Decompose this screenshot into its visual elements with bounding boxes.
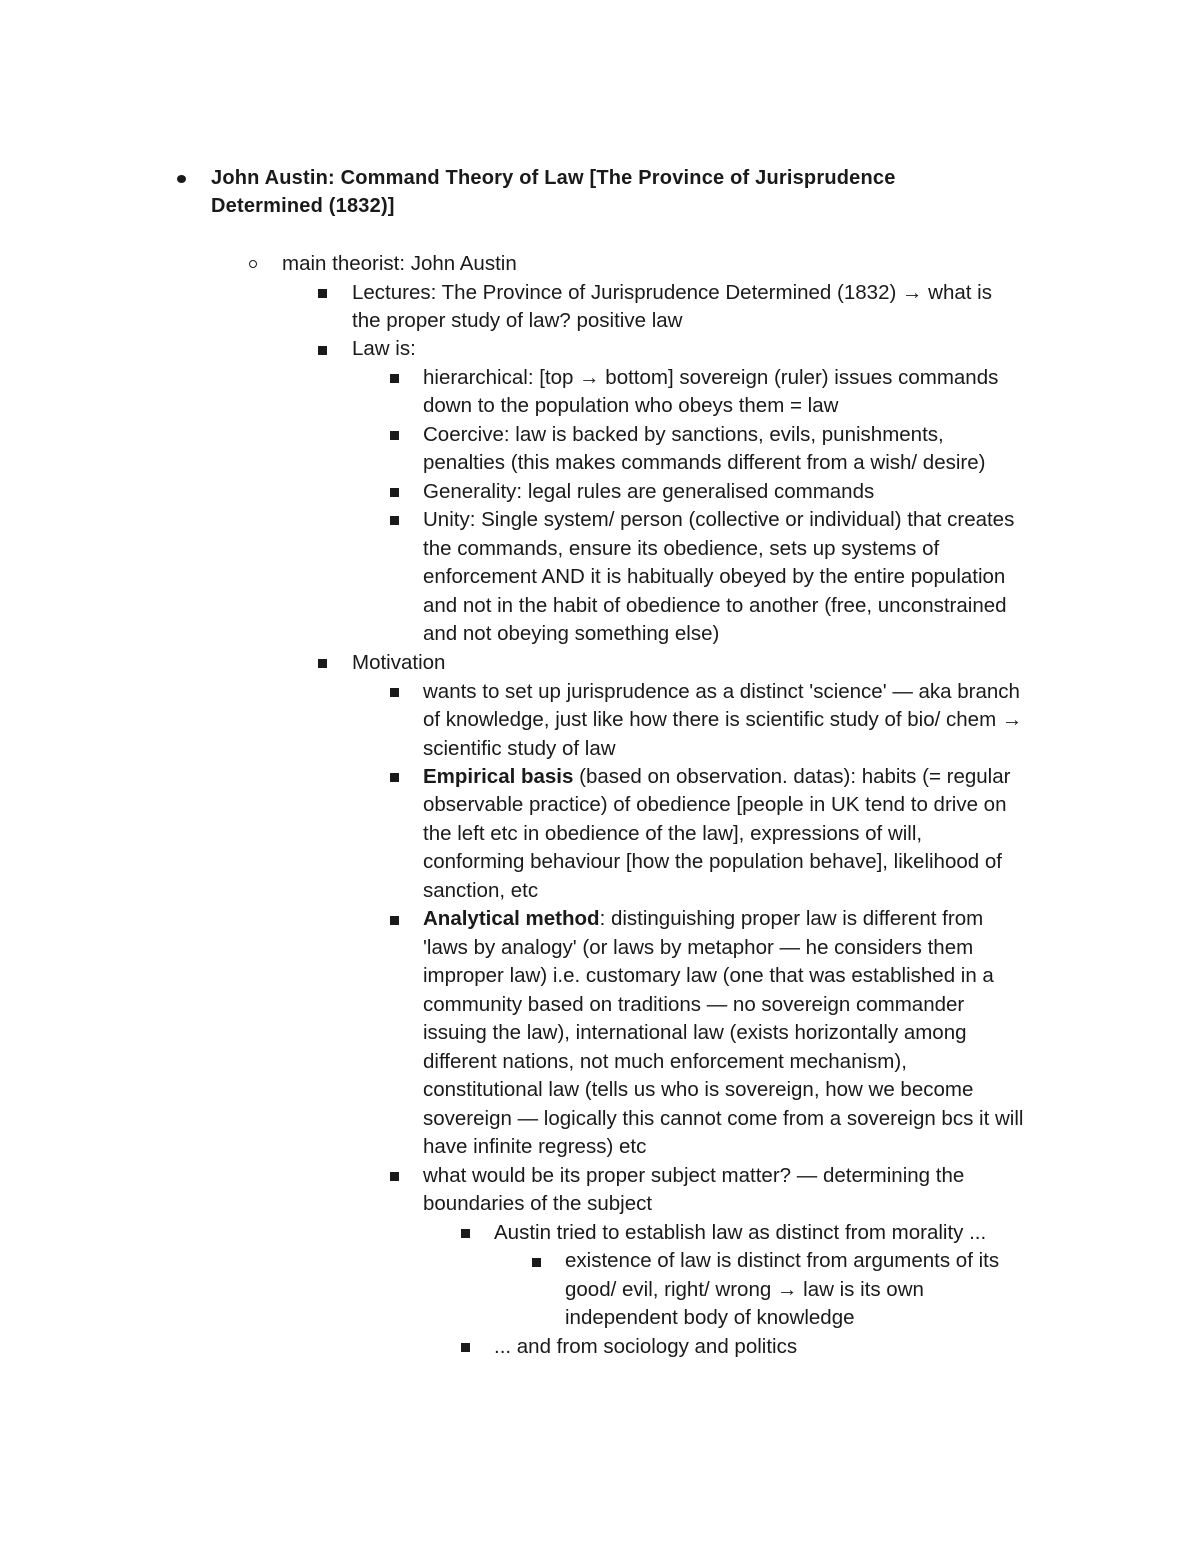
generality-item: Generality: legal rules are generalised commands bbox=[423, 480, 875, 503]
bullet-square-icon bbox=[390, 374, 399, 383]
bullet-square-icon bbox=[390, 916, 399, 925]
wants-line-3: scientific study of law bbox=[423, 737, 616, 760]
empirical-basis-term: Empirical basis bbox=[423, 765, 574, 788]
bullet-square-icon bbox=[461, 1343, 470, 1352]
analytical-line-9: have infinite regress) etc bbox=[423, 1135, 647, 1158]
lectures-line-1: Lectures: The Province of Jurisprudence Determined (1832) → what is bbox=[352, 281, 992, 304]
analytical-method-term: Analytical method bbox=[423, 907, 600, 930]
bullet-square-icon bbox=[318, 659, 327, 668]
coercive-line-2: penalties (this makes commands different from a wish/ desire) bbox=[423, 451, 986, 474]
bullet-square-icon bbox=[390, 431, 399, 440]
hierarchical-line-1: hierarchical: [top → bottom] sovereign (ruler) issues commands bbox=[423, 366, 999, 389]
existence-line-1: existence of law is distinct from arguments of its bbox=[565, 1249, 1000, 1272]
motivation-item: Motivation bbox=[352, 651, 446, 674]
analytical-line-5: issuing the law), international law (exists horizontally among bbox=[423, 1021, 967, 1044]
bullet-square-icon bbox=[390, 1172, 399, 1181]
heading-line-2: Determined (1832)] bbox=[211, 195, 395, 217]
empirical-line-1-text: (based on observation. datas): habits (= regular bbox=[573, 765, 1011, 788]
unity-line-4: and not in the habit of obedience to another (free, unconstrained bbox=[423, 594, 1007, 617]
theorist-item: main theorist: John Austin bbox=[282, 252, 517, 275]
unity-line-2: the commands, ensure its obedience, sets up systems of bbox=[423, 537, 940, 560]
bullet-circle-icon bbox=[249, 260, 257, 268]
existence-line-3: independent body of knowledge bbox=[565, 1306, 855, 1329]
lectures-line-2: the proper study of law? positive law bbox=[352, 309, 683, 332]
analytical-line-6: different nations, not much enforcement mechanism), bbox=[423, 1050, 907, 1073]
unity-line-1: Unity: Single system/ person (collective or individual) that creates bbox=[423, 508, 1015, 531]
analytical-line-3: improper law) i.e. customary law (one that was established in a bbox=[423, 964, 994, 987]
subject-line-1: what would be its proper subject matter? — determining the bbox=[423, 1164, 965, 1187]
bullet-square-icon bbox=[390, 688, 399, 697]
empirical-line-1 bbox=[423, 763, 1010, 792]
subject-line-2: boundaries of the subject bbox=[423, 1192, 653, 1215]
bullet-square-icon bbox=[390, 516, 399, 525]
sociology-item: ... and from sociology and politics bbox=[494, 1335, 798, 1358]
heading-line-1: John Austin: Command Theory of Law [The Province of Jurisprudence bbox=[211, 167, 896, 189]
coercive-line-1: Coercive: law is backed by sanctions, evils, punishments, bbox=[423, 423, 944, 446]
empirical-line-5: sanction, etc bbox=[423, 879, 539, 902]
existence-line-2: good/ evil, right/ wrong → law is its own bbox=[565, 1278, 924, 1301]
unity-line-5: and not obeying something else) bbox=[423, 622, 720, 645]
bullet-dot-icon bbox=[177, 175, 186, 183]
analytical-line-7: constitutional law (tells us who is sovereign, how we become bbox=[423, 1078, 974, 1101]
morality-item: Austin tried to establish law as distinct from morality ... bbox=[494, 1221, 987, 1244]
bullet-square-icon bbox=[461, 1229, 470, 1238]
law-is-item: Law is: bbox=[352, 337, 416, 360]
analytical-line-8: sovereign — logically this cannot come from a sovereign bcs it will bbox=[423, 1107, 1024, 1130]
bullet-square-icon bbox=[532, 1258, 541, 1267]
wants-line-1: wants to set up jurisprudence as a distinct 'science' — aka branch bbox=[423, 680, 1020, 703]
empirical-line-4: conforming behaviour [how the population behave], likelihood of bbox=[423, 850, 1002, 873]
empirical-line-2: observable practice) of obedience [people in UK tend to drive on bbox=[423, 793, 1007, 816]
wants-line-2: of knowledge, just like how there is scientific study of bio/ chem → bbox=[423, 708, 1023, 731]
analytical-line-4: community based on traditions — no sovereign commander bbox=[423, 993, 965, 1016]
analytical-line-1 bbox=[423, 905, 983, 934]
analytical-line-1-text: : distinguishing proper law is different from bbox=[599, 907, 984, 930]
bullet-square-icon bbox=[318, 346, 327, 355]
analytical-line-2: 'laws by analogy' (or laws by metaphor — he considers them bbox=[423, 936, 974, 959]
bullet-square-icon bbox=[390, 488, 399, 497]
unity-line-3: enforcement AND it is habitually obeyed by the entire population bbox=[423, 565, 1006, 588]
hierarchical-line-2: down to the population who obeys them = law bbox=[423, 394, 839, 417]
bullet-square-icon bbox=[318, 289, 327, 298]
bullet-square-icon bbox=[390, 773, 399, 782]
empirical-line-3: the left etc in obedience of the law], expressions of will, bbox=[423, 822, 923, 845]
